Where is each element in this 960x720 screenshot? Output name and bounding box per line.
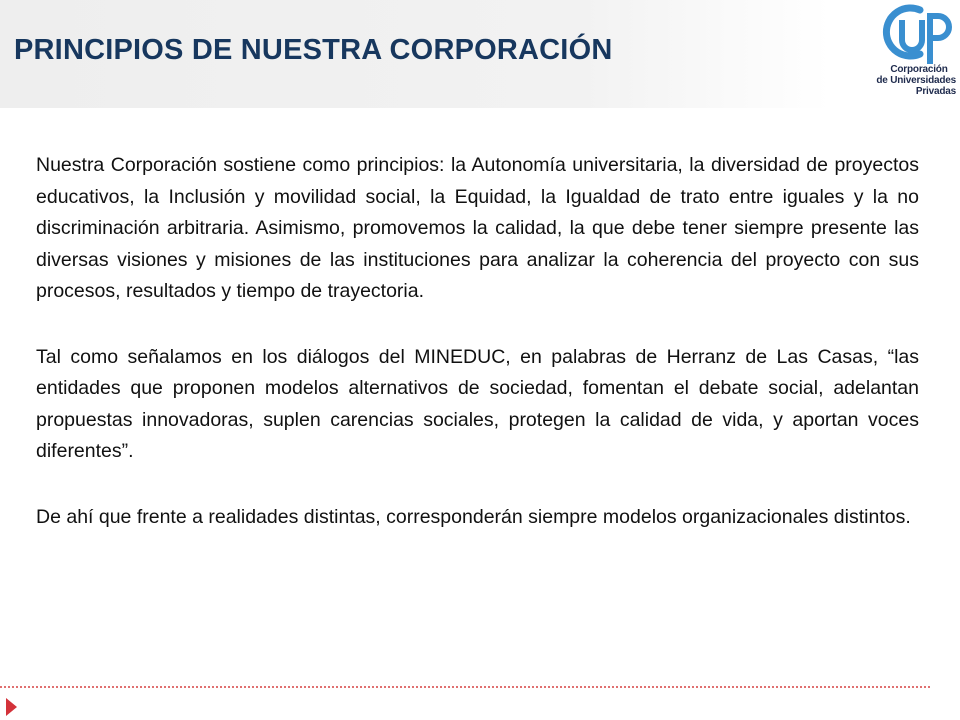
paragraph-conclusion: De ahí que frente a realidades distintas, corresponderán siempre modelos organizacionales distintos. [36,505,911,528]
paragraph-principles: Nuestra Corporación sostiene como principios: la Autonomía universitaria, la diversidad de proyectos educativos, la Inclusión y movilidad social, la Equidad, la Igualdad de trato entre iguales y la no discriminación arbitraria. Asimismo, promovemos la calidad, la que debe tener siempre presente las diversas visiones y misiones de las instituciones para analizar la coherencia del proyecto con sus procesos, resultados y tiempo de trayectoria. [36,154,919,302]
title-band [0,0,830,108]
body-content [36,150,919,567]
logo-line-3: Privadas [915,86,956,97]
cup-logo [846,0,960,108]
logo-line-2: de Universidades [876,75,956,86]
triangle-arrow-icon [6,698,17,716]
cup-logo-icon [876,2,956,64]
paragraph-mineduc-quote: Tal como señalamos en los diálogos del MINEDUC, en palabras de Herranz de Las Casas, “las entidades que proponen modelos alternativos de sociedad, fomentan el debate social, adelantan propuestas innovadoras, suplen carencias sociales, protegen la calidad de vida, y aportan voces diferentes”. [36,345,919,462]
logo-wordmark [876,64,956,97]
logo-line-1: Corporación [890,64,948,75]
footer-dotted-divider [0,686,930,688]
page-title: PRINCIPIOS DE NUESTRA CORPORACIÓN [14,34,613,66]
